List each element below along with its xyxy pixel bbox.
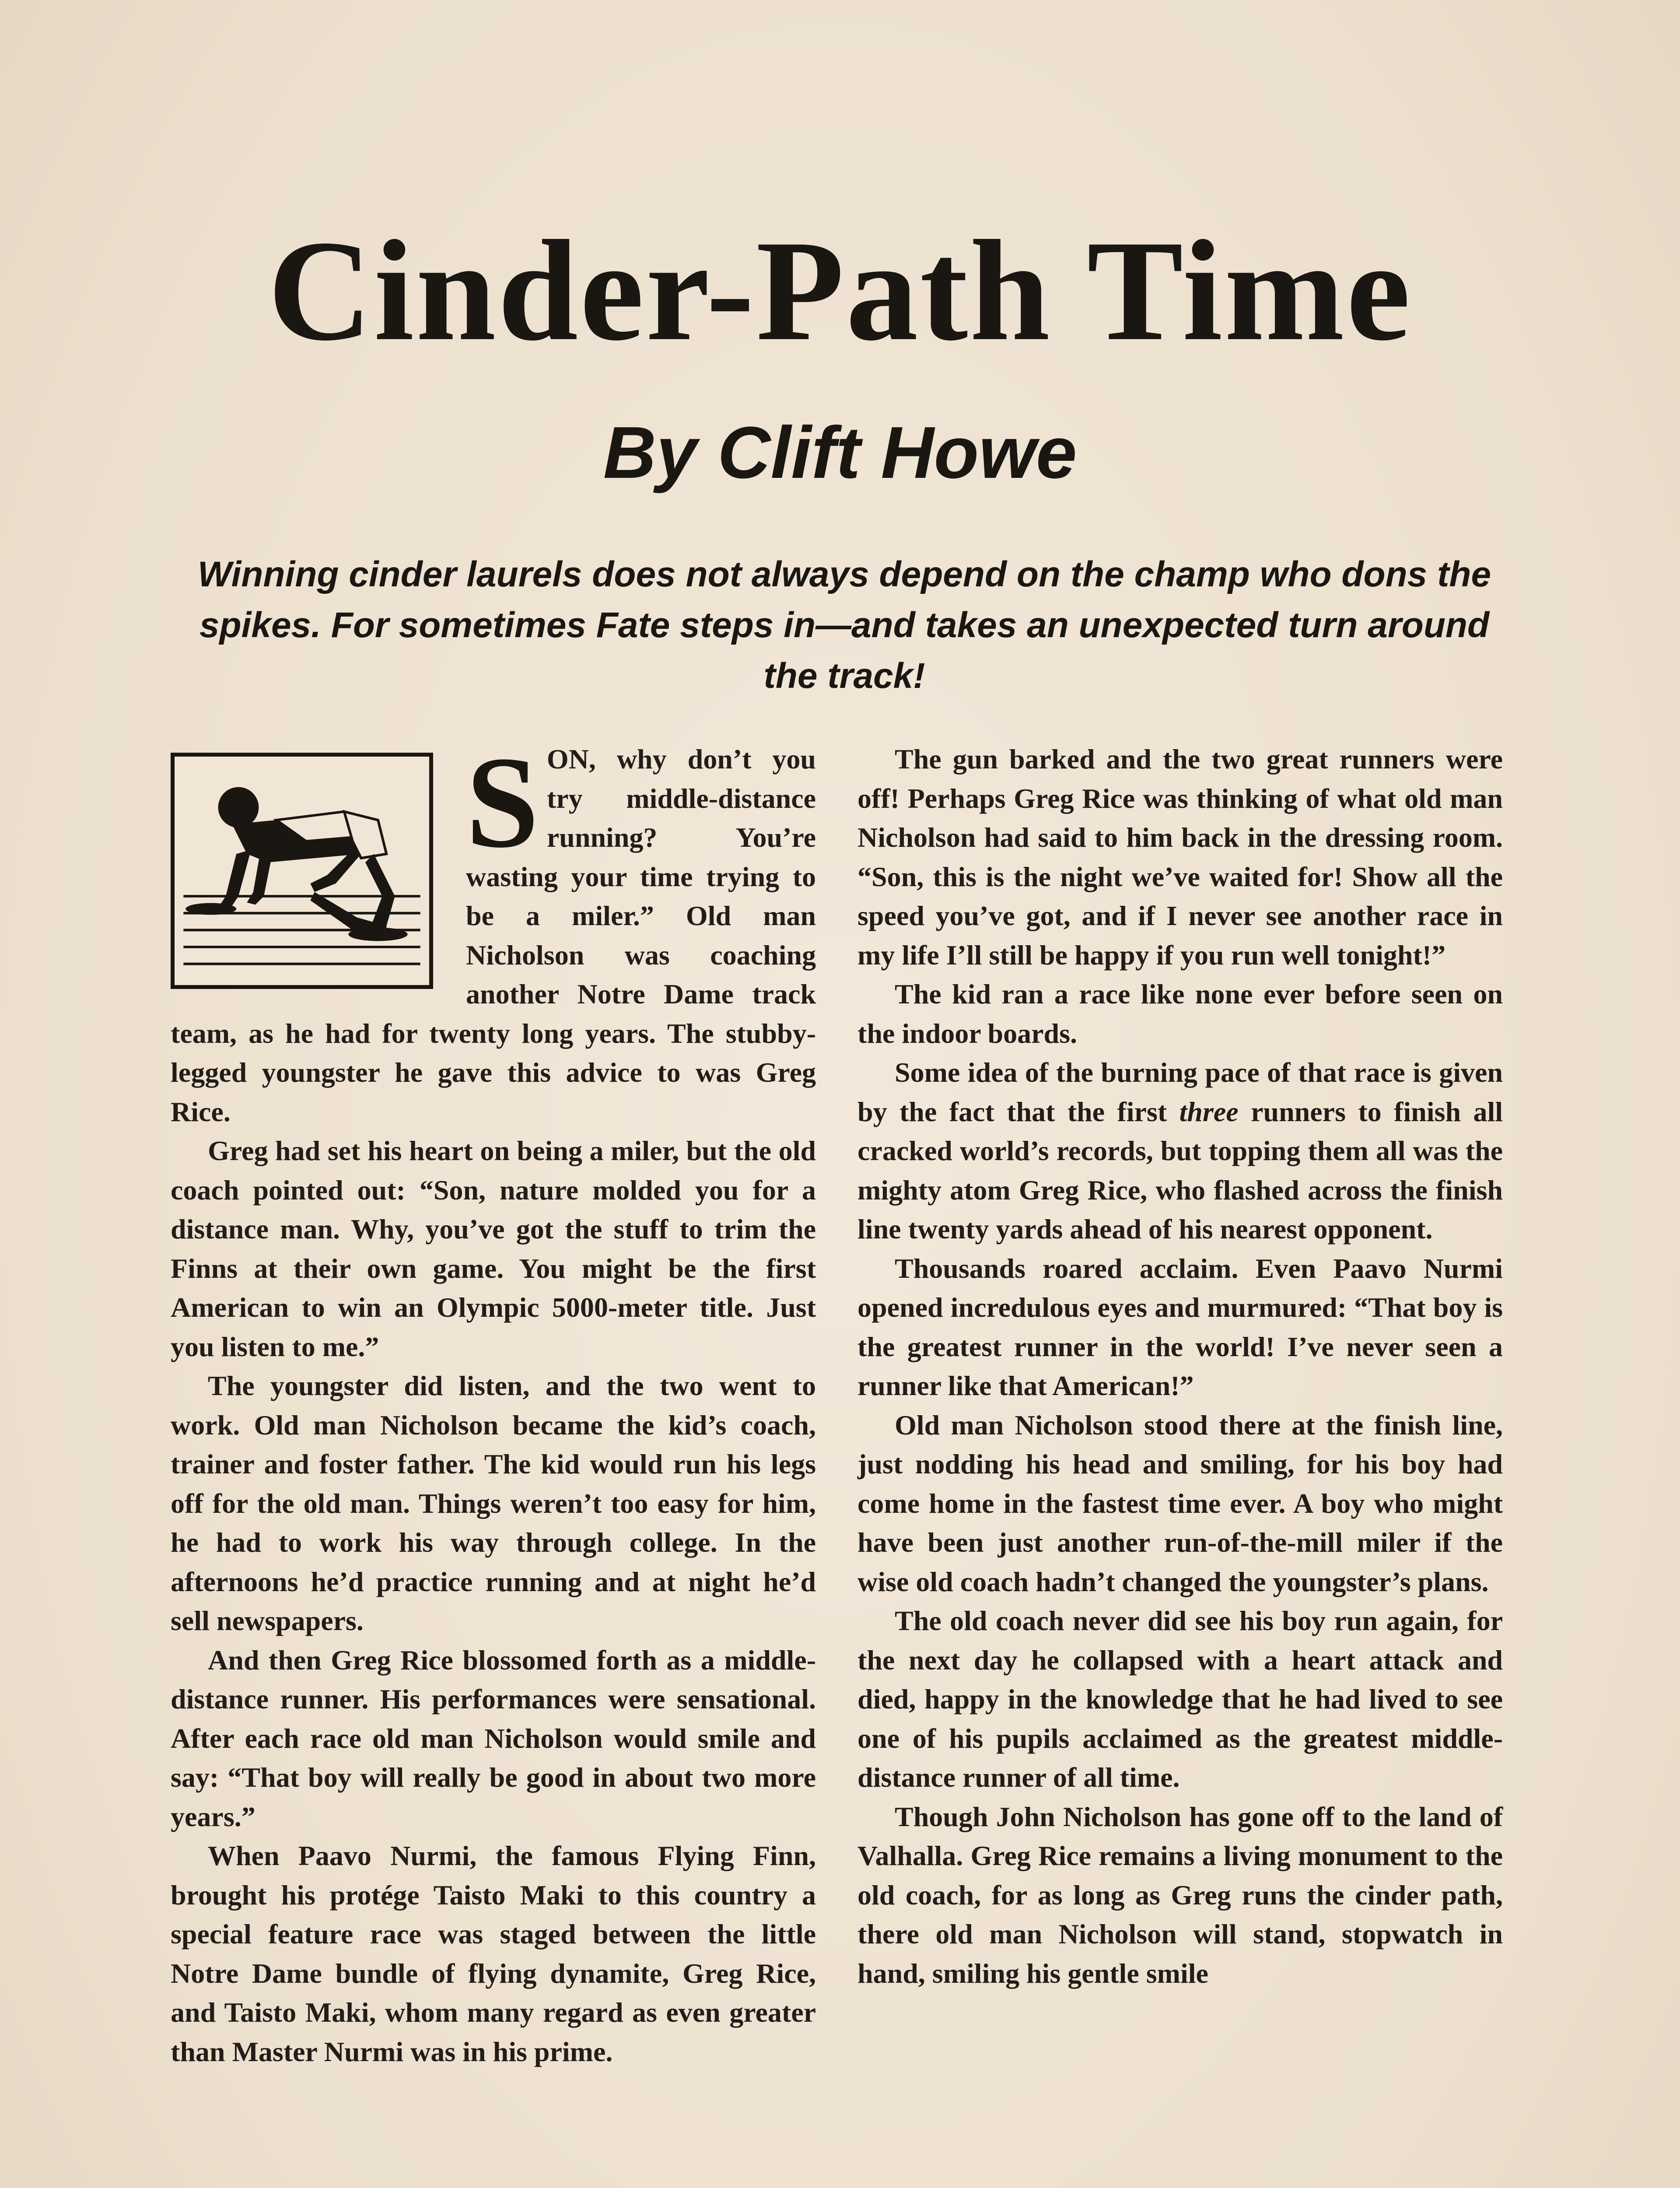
drop-cap: S <box>466 729 539 875</box>
paragraph: When Paavo Nurmi, the famous Flying Finn, brought his protége Taisto Maki to this country a special feature race was staged between the little Notre Dame bundle of flying dynamite, Greg Rice, and Taisto Maki, whom many regard as even greater than Master Nurmi was in his prime. <box>171 1840 816 2067</box>
paragraph: The youngster did listen, and the two went to work. Old man Nicholson became the kid’s coach, trainer and foster father. The kid would run his legs off for the old man. Things weren’t too easy for him, he had to work his way through college. In the afternoons he’d practice running and at night he’d sell newspapers. <box>171 1370 816 1636</box>
paragraph <box>858 1053 1503 1249</box>
emphasis-text: three <box>1179 1096 1239 1127</box>
paragraph-text: runners to finish all cracked world’s records, but topping them all was the mighty atom Greg Rice, who flashed across the finish line twenty yards ahead of his nearest opponent. <box>858 1096 1503 1245</box>
paragraph: Old man Nicholson stood there at the finish line, just nodding his head and smiling, for his boy had come home in the fastest time ever. A boy who might have been just another run-of-the-mill miler if the wise old coach hadn’t changed the youngster’s plans. <box>858 1409 1503 1597</box>
paragraph: And then Greg Rice blossomed forth as a middle-distance runner. His performances were sensational. After each race old man Nicholson would smile and say: “That boy will really be good in about two more years.” <box>171 1644 816 1832</box>
paragraph: The old coach never did see his boy run again, for the next day he collapsed with a heart attack and died, happy in the knowledge that he had lived to see one of his pupils acclaimed as the greatest middle-distance runner of all time. <box>858 1605 1503 1793</box>
paragraph: Greg had set his heart on being a miler, but the old coach pointed out: “Son, nature molded you for a distance man. Why, you’ve got the stuff to trim the Finns at their own game. You might be the first American to win an Olympic 5000-meter title. Just you listen to me.” <box>171 1135 816 1362</box>
crouching-runner-icon <box>171 753 433 989</box>
runner-illustration <box>175 757 429 985</box>
paragraph: Though John Nicholson has gone off to the land of Valhalla. Greg Rice remains a living monument to the old coach, for as long as Greg runs the cinder path, there old man Nicholson will stand, stopwatch in hand, smiling his gentle smile <box>858 1801 1503 1989</box>
article-dek: Winning cinder laurels does not always depend on the champ who dons the spikes. For sometimes Fate steps in—and takes an unexpected turn around the track! <box>197 554 1491 696</box>
paragraph: ON, why don’t you try middle-distance running? You’re wasting your time trying to be a miler.” Old man Nicholson was coaching another Notre Dame track team, as he had for twenty long years. The stubby-legged youngster he gave this advice to was Greg Rice. <box>171 743 816 1127</box>
paragraph: Thousands roared acclaim. Even Paavo Nurmi opened incredulous eyes and murmured: “That boy is the greatest runner in the world! I’ve never seen a runner like that American!” <box>858 1252 1503 1401</box>
paragraph: The kid ran a race like none ever before seen on the indoor boards. <box>858 978 1503 1049</box>
paragraph-text: Some idea of the burning pace of that race is given by the fact that the first <box>858 1057 1503 1127</box>
right-column <box>858 740 1503 1993</box>
article-byline: By Clift Howe <box>603 411 1077 494</box>
article-title: Cinder-Path Time <box>268 211 1412 371</box>
paragraph: The gun barked and the two great runners were off! Perhaps Greg Rice was thinking of what old man Nicholson had said to him back in the dressing room. “Son, this is the night we’ve waited for! Show all the speed you’ve got, and if I never see another race in my life I’ll still be happy if you run well tonight!” <box>858 743 1503 971</box>
left-column <box>171 729 816 2071</box>
